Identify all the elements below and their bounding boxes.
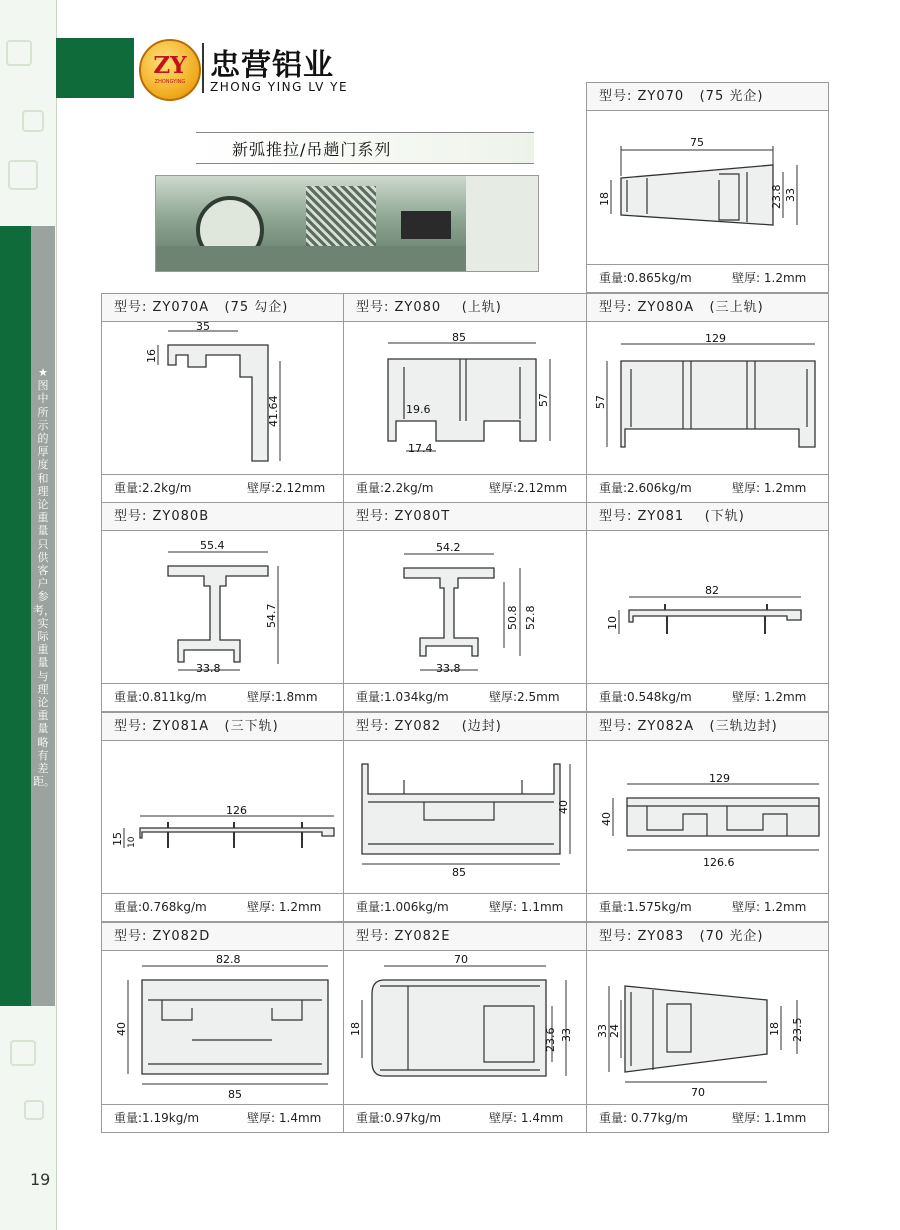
dim-label: 126 <box>226 804 247 817</box>
dim-label: 24 <box>608 1024 621 1038</box>
product-header: 型号: ZY082D <box>102 923 343 951</box>
brand-name: 忠营铝业 <box>210 48 334 83</box>
profile-drawing <box>344 950 588 1107</box>
product-model: ZY080B <box>152 509 210 524</box>
deco-square-icon <box>22 110 44 132</box>
product-weight: 1.575kg/m <box>627 900 692 914</box>
dim-label: 33.8 <box>436 662 461 675</box>
product-weight: 2.606kg/m <box>627 481 692 495</box>
product-header: 型号: ZY080B <box>102 503 343 531</box>
product-footer: 重量:0.548kg/m 壁厚: 1.2mm <box>587 683 828 711</box>
dim-label: 85 <box>452 331 466 344</box>
product-header: 型号: ZY070 (75 光企) <box>587 83 828 111</box>
profile-drawing <box>344 740 588 896</box>
product-model: ZY080A <box>637 300 695 315</box>
product-header: 型号: ZY082A (三轨边封) <box>587 713 828 741</box>
product-weight: 0.97kg/m <box>384 1111 442 1125</box>
product-desc: (三上轨) <box>709 300 764 315</box>
product-header: 型号: ZY080T <box>344 503 586 531</box>
product-card <box>586 502 829 712</box>
product-footer: 重量:1.575kg/m 壁厚: 1.2mm <box>587 893 828 921</box>
product-desc: (75 勾企) <box>224 300 289 315</box>
product-weight: 1.19kg/m <box>142 1111 200 1125</box>
product-model: ZY070A <box>152 300 210 315</box>
product-card <box>101 712 344 922</box>
product-thickness: 1.2mm <box>763 271 807 285</box>
product-model: ZY082E <box>394 929 451 944</box>
product-model: ZY082D <box>152 929 211 944</box>
product-thickness: 2.12mm <box>517 481 568 495</box>
product-footer: 重量:2.2kg/m 壁厚:2.12mm <box>102 474 343 502</box>
dim-label: 70 <box>691 1086 705 1099</box>
dim-label: 33 <box>560 1028 573 1042</box>
product-thickness: 1.2mm <box>278 900 322 914</box>
product-card <box>586 293 829 503</box>
profile-drawing <box>587 110 830 267</box>
dim-label: 75 <box>690 136 704 149</box>
dim-label: 126.6 <box>703 856 735 869</box>
product-thickness: 1.4mm <box>520 1111 564 1125</box>
product-model: ZY070 <box>637 89 685 104</box>
dim-label: 41.64 <box>267 395 280 427</box>
profile-drawing <box>344 530 588 686</box>
product-model: ZY080T <box>394 509 451 524</box>
product-footer: 重量:0.865kg/m 壁厚: 1.2mm <box>587 264 828 292</box>
product-weight: 0.548kg/m <box>627 690 692 704</box>
dim-label: 50.8 <box>506 605 519 630</box>
dim-label: 17.4 <box>408 442 433 455</box>
product-thickness: 1.1mm <box>763 1111 807 1125</box>
product-card <box>101 922 344 1133</box>
product-footer: 重量:0.97kg/m 壁厚: 1.4mm <box>344 1104 586 1132</box>
dim-label: 40 <box>600 812 613 826</box>
deco-square-icon <box>6 40 32 66</box>
product-weight: 1.034kg/m <box>384 690 449 704</box>
product-footer: 重量:0.768kg/m 壁厚: 1.2mm <box>102 893 343 921</box>
dim-label: 18 <box>349 1022 362 1036</box>
dim-label: 54.2 <box>436 541 461 554</box>
product-footer: 重量:2.2kg/m 壁厚:2.12mm <box>344 474 586 502</box>
product-thickness: 1.1mm <box>520 900 564 914</box>
product-card <box>343 293 587 503</box>
dim-label: 23.8 <box>770 184 783 209</box>
dim-label: 33 <box>784 188 797 202</box>
logo-text: ZY <box>153 52 187 79</box>
product-header: 型号: ZY082E <box>344 923 586 951</box>
dim-label: 18 <box>768 1022 781 1036</box>
product-card <box>586 922 829 1133</box>
product-thickness: 1.2mm <box>763 481 807 495</box>
product-desc: (边封) <box>461 719 502 734</box>
dim-label: 40 <box>115 1022 128 1036</box>
product-footer: 重量:0.811kg/m 壁厚:1.8mm <box>102 683 343 711</box>
dim-label: 18 <box>598 192 611 206</box>
dim-label: 33.8 <box>196 662 221 675</box>
dim-label: 82.8 <box>216 953 241 966</box>
deco-square-icon <box>8 160 38 190</box>
dim-label: 85 <box>228 1088 242 1101</box>
dim-label: 19.6 <box>406 403 431 416</box>
product-header: 型号: ZY080A (三上轨) <box>587 294 828 322</box>
product-footer: 重量: 0.77kg/m 壁厚: 1.1mm <box>587 1104 828 1132</box>
product-weight: 1.006kg/m <box>384 900 449 914</box>
dim-label: 70 <box>454 953 468 966</box>
product-desc: (下轨) <box>704 509 745 524</box>
side-note: ★图中所示的厚度和理论重量只供客户参考，实际重量与理论重量略有差距。 <box>33 366 55 789</box>
product-weight: 0.865kg/m <box>627 271 692 285</box>
product-footer: 重量:1.19kg/m 壁厚: 1.4mm <box>102 1104 343 1132</box>
product-card <box>343 922 587 1133</box>
dim-label: 23.5 <box>791 1017 804 1042</box>
dim-label: 10 <box>606 616 619 630</box>
deco-square-icon <box>10 1040 36 1066</box>
profile-drawing <box>102 321 345 477</box>
dim-label: 55.4 <box>200 539 225 552</box>
product-model: ZY080 <box>394 300 442 315</box>
dim-label: 10 <box>127 836 137 848</box>
dim-label: 33 <box>596 1024 609 1038</box>
product-desc: (三下轨) <box>224 719 279 734</box>
dim-label: 23.6 <box>544 1027 557 1052</box>
dim-label: 40 <box>557 800 570 814</box>
product-header: 型号: ZY081A (三下轨) <box>102 713 343 741</box>
product-model: ZY083 <box>637 929 685 944</box>
product-desc: (70 光企) <box>699 929 764 944</box>
product-card <box>343 712 587 922</box>
dim-label: 57 <box>537 393 550 407</box>
logo-subtext: ZHONGYING <box>154 79 186 85</box>
product-thickness: 2.12mm <box>275 481 326 495</box>
dim-label: 129 <box>709 772 730 785</box>
brand-name-en: ZHONG YING LV YE <box>210 80 349 94</box>
product-footer: 重量:1.034kg/m 壁厚:2.5mm <box>344 683 586 711</box>
product-header: 型号: ZY080 (上轨) <box>344 294 586 322</box>
dim-label: 16 <box>145 349 158 363</box>
product-thickness: 1.2mm <box>763 690 807 704</box>
product-thickness: 1.4mm <box>278 1111 322 1125</box>
product-card <box>586 82 829 293</box>
profile-drawing <box>587 950 830 1107</box>
product-model: ZY082A <box>637 719 695 734</box>
product-desc: (75 光企) <box>699 89 764 104</box>
product-thickness: 1.8mm <box>275 690 318 704</box>
product-model: ZY081A <box>152 719 210 734</box>
profile-drawing <box>587 740 830 896</box>
profile-drawing <box>102 740 345 896</box>
product-desc: (三轨边封) <box>709 719 778 734</box>
product-thickness: 2.5mm <box>517 690 560 704</box>
product-weight: 2.2kg/m <box>384 481 434 495</box>
product-header: 型号: ZY070A (75 勾企) <box>102 294 343 322</box>
dim-label: 52.8 <box>524 605 537 630</box>
product-footer: 重量:1.006kg/m 壁厚: 1.1mm <box>344 893 586 921</box>
profile-drawing <box>587 321 830 477</box>
dim-label: 35 <box>196 321 210 333</box>
product-desc: (上轨) <box>461 300 502 315</box>
dim-label: 57 <box>594 395 607 409</box>
product-header: 型号: ZY083 (70 光企) <box>587 923 828 951</box>
product-footer: 重量:2.606kg/m 壁厚: 1.2mm <box>587 474 828 502</box>
profile-drawing <box>587 530 830 686</box>
product-header: 型号: ZY082 (边封) <box>344 713 586 741</box>
product-thickness: 1.2mm <box>763 900 807 914</box>
profile-drawing <box>102 950 345 1107</box>
product-card <box>101 293 344 503</box>
product-model: ZY081 <box>637 509 685 524</box>
series-title: 新弧推拉/吊趟门系列 <box>232 140 392 159</box>
dim-label: 54.7 <box>265 603 278 628</box>
product-grid <box>101 82 829 1133</box>
product-header: 型号: ZY081 (下轨) <box>587 503 828 531</box>
product-card <box>101 502 344 712</box>
product-model: ZY082 <box>394 719 442 734</box>
profile-drawing <box>344 321 588 477</box>
product-weight: 0.77kg/m <box>630 1111 688 1125</box>
product-card <box>586 712 829 922</box>
product-weight: 2.2kg/m <box>142 481 192 495</box>
dim-label: 82 <box>705 584 719 597</box>
product-weight: 0.811kg/m <box>142 690 207 704</box>
page-number: 19 <box>30 1170 51 1189</box>
deco-square-icon <box>24 1100 44 1120</box>
dim-label: 15 <box>111 832 124 846</box>
product-card <box>343 502 587 712</box>
dim-label: 129 <box>705 332 726 345</box>
dim-label: 85 <box>452 866 466 879</box>
profile-drawing <box>102 530 345 686</box>
product-weight: 0.768kg/m <box>142 900 207 914</box>
